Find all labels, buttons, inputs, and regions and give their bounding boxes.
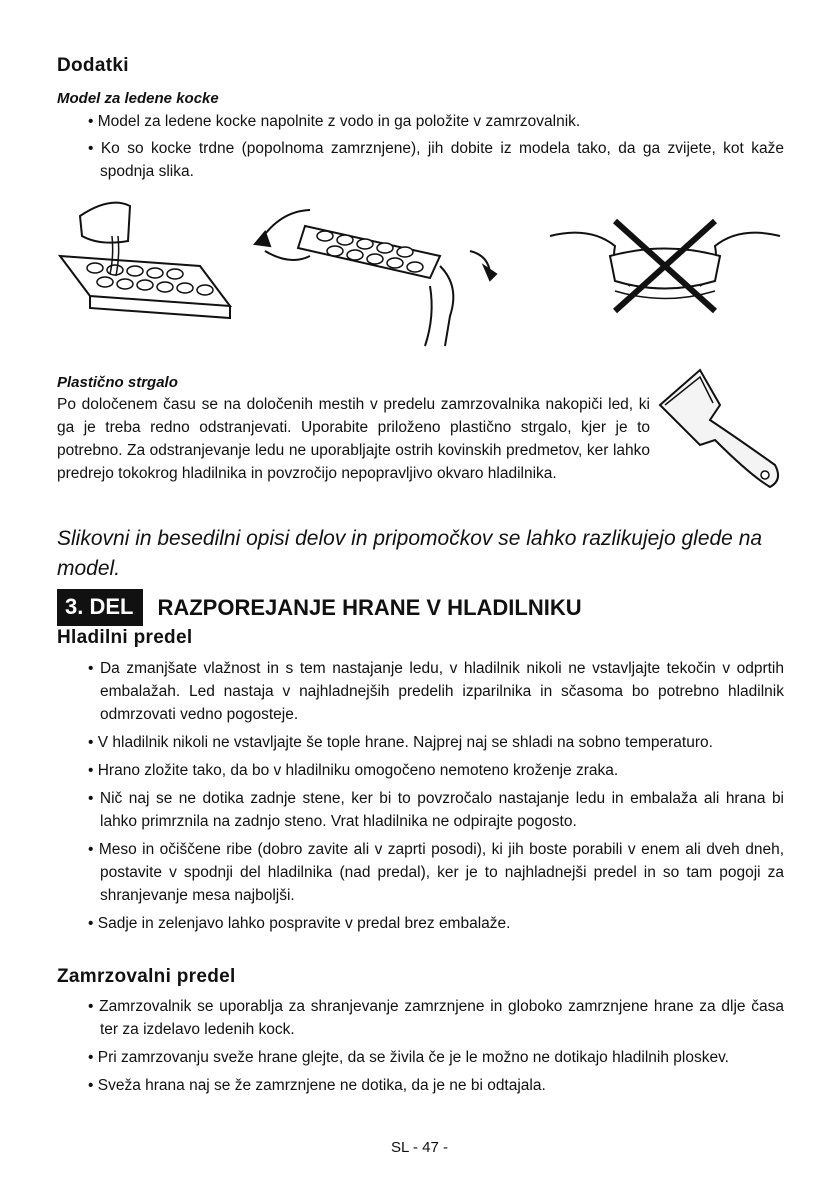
list-item: • Model za ledene kocke napolnite z vodo in ga položite v zamrzovalnik. [86,110,784,133]
section-title-fridge: Hladilni predel [57,627,193,648]
wrong-method-illustration [550,221,780,311]
list-item: • V hladilnik nikoli ne vstavljajte še tople hrane. Najprej naj se shladi na sobno temperaturo. [86,731,784,754]
page-number: SL - 47 - [391,1139,448,1156]
chapter-title: RAZPOREJANJE HRANE V HLADILNIKU [157,594,582,620]
fridge-bullets [86,657,784,935]
ice-tray-subtitle: Model za ledene kocke [57,90,219,107]
chapter-tag: 3. DEL [57,589,143,626]
list-item: • Da zmanjšate vlažnost in s tem nastajanje ledu, v hladilnik nikoli ne vstavljajte tekočin v odprtih embalažah. Led nastaja v najhladnejših predelih izparilnika in sčasoma bo potrebno hladilnik odmrzovati vedno pogosteje. [86,657,784,726]
list-item: • Ko so kocke trdne (popolnoma zamrznjene), jih dobite iz modela tako, da ga zvijete, kot kaže spodnja slika. [86,137,784,183]
scraper-text: Po določenem času se na določenih mestih v predelu zamrzovalnika nakopiči led, ki ga je treba redno odstranjevati. Uporabite priloženo plastično strgalo, kjer je to potrebno. Za odstranjevanje ledu ne uporabljajte ostrih kovinskih predmetov, ker lahko predrejo tokokrog hladilnika in povzročijo nepopravljivo okvaro hladilnika. [57,396,650,482]
list-item: • Meso in očiščene ribe (dobro zavite ali v zaprti posodi), ki jih boste porabili v enem ali dveh dneh, postavite v spodnji del hladilnika (nad predal), ker je to najhladnejši predel in so tam pogoji za shranjevanje mesa najboljši. [86,838,784,907]
section-title-freezer: Zamrzovalni predel [57,966,236,987]
model-variation-note: Slikovni in besedilni opisi delov in pripomočkov se lahko razlikujejo glede na model. [57,527,763,580]
scraper-subtitle: Plastično strgalo [57,374,178,391]
pouring-water-illustration [60,203,230,318]
list-item: • Nič naj se ne dotika zadnje stene, ker bi to povzročalo nastajanje ledu in embalaža ali hrana bi lahko primrznila na zadnjo steno. Vrat hladilnika ne odpirajte pogosto. [86,787,784,833]
chapter-header [57,589,582,626]
list-item: • Pri zamrzovanju sveže hrane glejte, da se živila če je le možno ne dotikajo hladilnih ploskev. [86,1046,784,1069]
section-title-dodatki: Dodatki [57,55,129,76]
list-item: • Zamrzovalnik se uporablja za shranjevanje zamrznjene in globoko zamrznjene hrane za dlje časa ter za izdelavo ledenih kock. [86,995,784,1041]
twisting-tray-illustration [255,210,496,346]
plastic-scraper-illustration [655,365,785,495]
ice-tray-illustrations [50,196,790,356]
list-item: • Sveža hrana naj se že zamrznjene ne dotika, da je ne bi odtajala. [86,1074,784,1097]
list-item: • Hrano zložite tako, da bo v hladilniku omogočeno nemoteno kroženje zraka. [86,759,784,782]
ice-tray-bullets [86,110,784,183]
list-item: • Sadje in zelenjavo lahko pospravite v predal brez embalaže. [86,912,784,935]
freezer-bullets [86,995,784,1097]
